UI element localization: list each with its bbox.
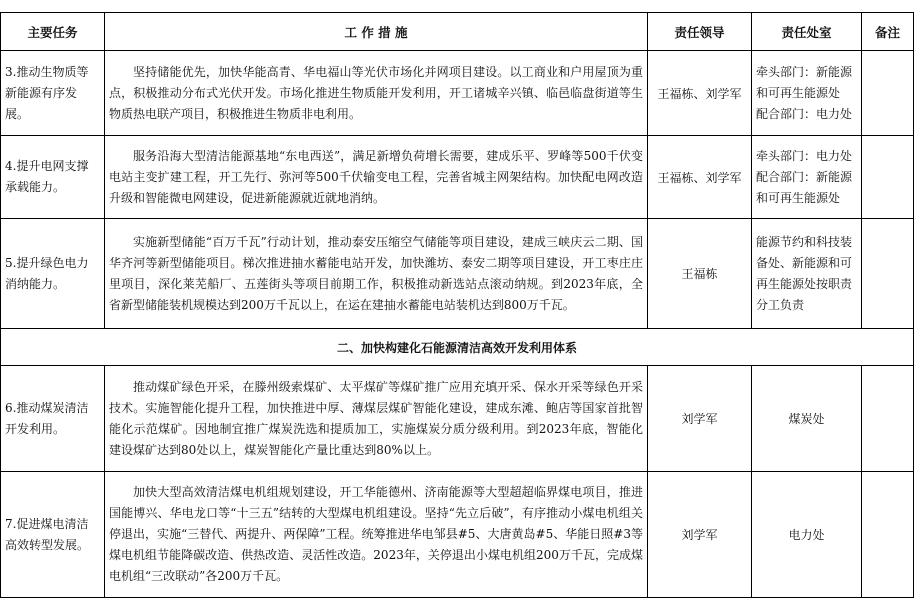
remark-cell — [862, 472, 914, 598]
task-cell: 7.促进煤电清洁高效转型发展。 — [1, 472, 105, 598]
task-cell: 3.推动生物质等新能源有序发展。 — [1, 51, 105, 136]
office-cell: 牵头部门：新能源和可再生能源处 配合部门：电力处 — [752, 51, 862, 136]
leader-cell: 刘学军 — [648, 366, 752, 472]
remark-cell — [862, 219, 914, 329]
office-cell: 牵头部门：电力处 配合部门：新能源和可再生能源处 — [752, 136, 862, 219]
header-remark: 备注 — [862, 13, 914, 51]
table-row — [1, 51, 914, 136]
leader-cell: 刘学军 — [648, 472, 752, 598]
leader-cell: 王福栋、刘学军 — [648, 51, 752, 136]
remark-cell — [862, 366, 914, 472]
task-cell: 6.推动煤炭清洁开发利用。 — [1, 366, 105, 472]
measures-cell: 实施新型储能“百万千瓦”行动计划，推动泰安压缩空气储能等项目建设，建成三峡庆云二期、国华齐河等新型储能项目。梯次推进抽水蓄能电站开发，加快潍坊、泰安二期等项目建设，开工枣庄庄里项目，深化莱芜船厂、五莲街头等项目前期工作，积极推动新选站点滚动纳规。到2023年底，全省新型储能装机规模达到200万千瓦以上，在运在建抽水蓄能电站装机达到800万千瓦。 — [105, 219, 648, 329]
table-row — [1, 472, 914, 598]
section-row — [1, 329, 914, 366]
header-measures: 工 作 措 施 — [105, 13, 648, 51]
table-row — [1, 219, 914, 329]
task-cell: 5.提升绿色电力消纳能力。 — [1, 219, 105, 329]
header-office: 责任处室 — [752, 13, 862, 51]
office-cell: 能源节约和科技装备处、新能源和可再生能源处按职责分工负责 — [752, 219, 862, 329]
header-leader: 责任领导 — [648, 13, 752, 51]
leader-cell: 王福栋 — [648, 219, 752, 329]
section-title: 二、加快构建化石能源清洁高效开发利用体系 — [1, 329, 914, 366]
task-cell: 4.提升电网支撑承载能力。 — [1, 136, 105, 219]
office-cell: 煤炭处 — [752, 366, 862, 472]
measures-cell: 推动煤矿绿色开采，在滕州级索煤矿、太平煤矿等煤矿推广应用充填开采、保水开采等绿色开采技术。实施智能化提升工程，加快推进中厚、薄煤层煤矿智能化建设，建成东滩、鲍店等国家首批智能化示范煤矿。因地制宜推广煤炭洗选和提质加工，实施煤炭分质分级利用。到2023年底，智能化建设煤矿达到80处以上，煤炭智能化产量比重达到80%以上。 — [105, 366, 648, 472]
task-table — [0, 12, 914, 598]
table-row — [1, 136, 914, 219]
remark-cell — [862, 51, 914, 136]
table-row — [1, 366, 914, 472]
measures-cell: 坚持储能优先，加快华能高青、华电福山等光伏市场化并网项目建设。以工商业和户用屋顶为重点，积极推动分布式光伏开发。市场化推进生物质能开发利用，开工诸城辛兴镇、临邑临盘街道等生物质热电联产项目，积极推进生物质非电利用。 — [105, 51, 648, 136]
measures-cell: 加快大型高效清洁煤电机组规划建设，开工华能德州、济南能源等大型超超临界煤电项目，推进国能博兴、华电龙口等“十三五”结转的大型煤电机组建设。坚持“先立后破”，有序推动小煤电机组关停退出，实施“三替代、两提升、两保障”工程。统筹推进华电邹县#5、大唐黄岛#5、华能日照#3等煤电机组节能降碳改造、供热改造、灵活性改造。2023年，关停退出小煤电机组200万千瓦，完成煤电机组“三改联动”各200万千瓦。 — [105, 472, 648, 598]
office-cell: 电力处 — [752, 472, 862, 598]
measures-cell: 服务沿海大型清洁能源基地“东电西送”，满足新增负荷增长需要，建成乐平、罗峰等500千伏变电站主变扩建工程，开工先行、弥河等500千伏输变电工程，完善省城主网架结构。加快配电网改造升级和智能微电网建设，促进新能源就近就地消纳。 — [105, 136, 648, 219]
remark-cell — [862, 136, 914, 219]
header-row — [1, 13, 914, 51]
header-task: 主要任务 — [1, 13, 105, 51]
leader-cell: 王福栋、刘学军 — [648, 136, 752, 219]
